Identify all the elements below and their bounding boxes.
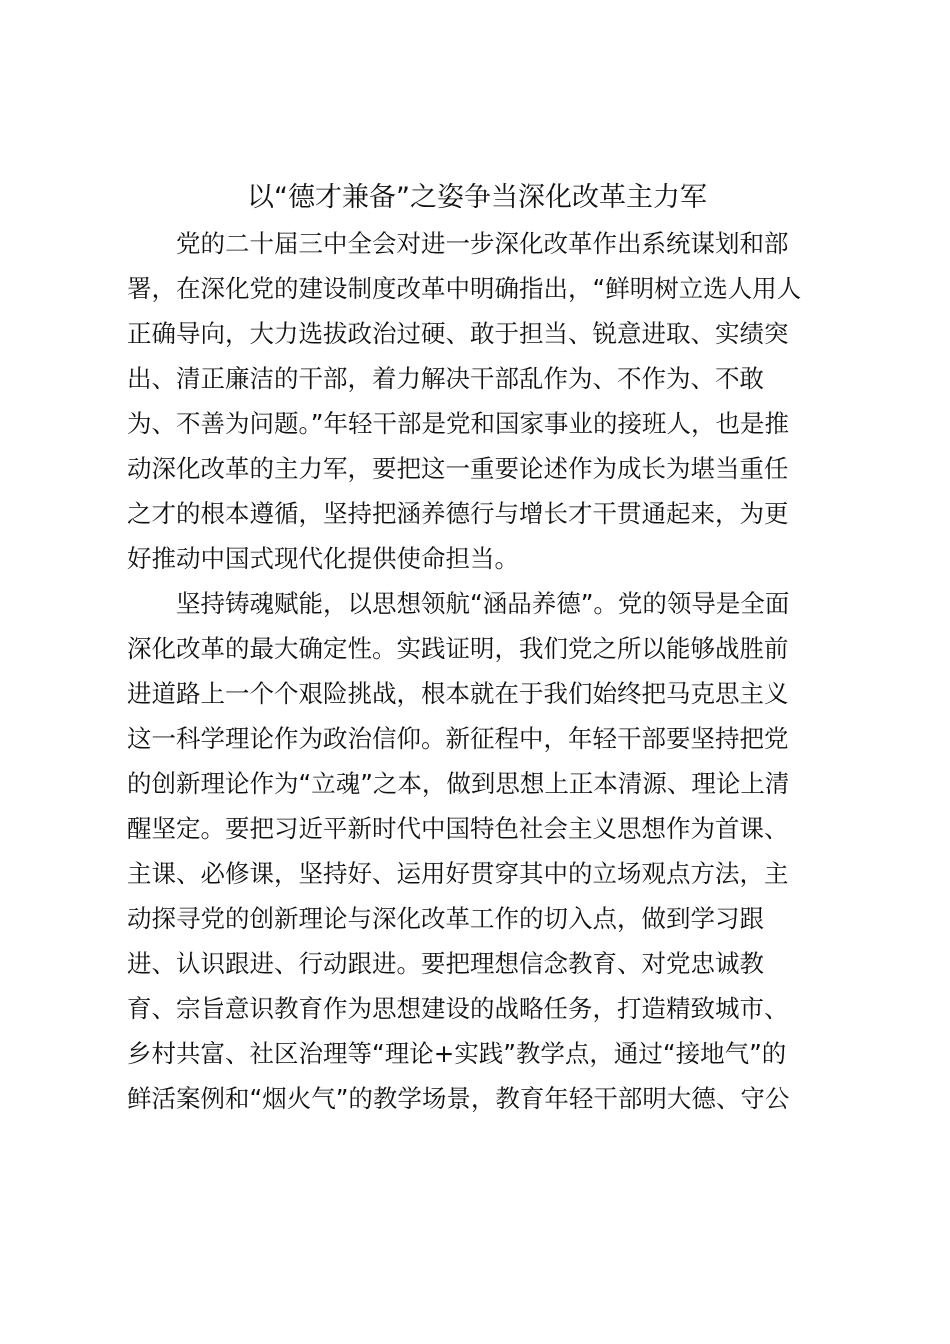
- text-line: 深化改革的最大确定性。实践证明，我们党之所以能够战胜前: [127, 634, 789, 663]
- text-line: 正确导向，大力选拔政治过硬、敢于担当、锐意进取、实绩突: [127, 319, 789, 348]
- text-line: 的创新理论作为“立魂”之本，做到思想上正本清源、理论上清: [127, 769, 790, 798]
- text-line: 进道路上一个个艰险挑战，根本就在于我们始终把马克思主义: [127, 679, 789, 708]
- document-body: [127, 221, 827, 1121]
- text-line: 鲜活案例和“烟火气”的教学场景，教育年轻干部明大德、守公: [127, 1084, 790, 1113]
- text-line: 出、清正廉洁的干部，着力解决干部乱作为、不作为、不敢: [127, 364, 764, 393]
- text-line: 乡村共富、社区治理等“理论+实践”教学点，通过“接地气”的: [127, 1039, 787, 1068]
- text-line: 党的二十届三中全会对进一步深化改革作出系统谋划和部: [176, 229, 789, 258]
- text-line: 署，在深化党的建设制度改革中明确指出，“鲜明树立选人用人: [127, 274, 802, 303]
- text-line: 动深化改革的主力军，要把这一重要论述作为成长为堪当重任: [127, 454, 789, 483]
- text-line: 好推动中国式现代化提供使命担当。: [127, 544, 519, 573]
- text-line: 为、不善为问题。”年轻干部是党和国家事业的接班人，也是推: [127, 409, 789, 438]
- text-line: 进、认识跟进、行动跟进。要把理想信念教育、对党忠诚教: [127, 949, 764, 978]
- document-title: 以“德才兼备”之姿争当深化改革主力军: [247, 182, 707, 213]
- text-line: 醒坚定。要把习近平新时代中国特色社会主义思想作为首课、: [127, 814, 789, 843]
- text-line: 动探寻党的创新理论与深化改革工作的切入点，做到学习跟: [127, 904, 764, 933]
- text-line: 坚持铸魂赋能，以思想领航“涵品养德”。党的领导是全面: [176, 589, 790, 618]
- paragraph-intro: [127, 221, 827, 581]
- text-line: 主课、必修课，坚持好、运用好贯穿其中的立场观点方法，主: [127, 859, 789, 888]
- text-line: 育、宗旨意识教育作为思想建设的战略任务，打造精致城市、: [127, 994, 789, 1023]
- paragraph-section-1: [127, 581, 827, 1121]
- text-line: 这一科学理论作为政治信仰。新征程中，年轻干部要坚持把党: [127, 724, 789, 753]
- text-line: 之才的根本遵循，坚持把涵养德行与增长才干贯通起来，为更: [127, 499, 789, 528]
